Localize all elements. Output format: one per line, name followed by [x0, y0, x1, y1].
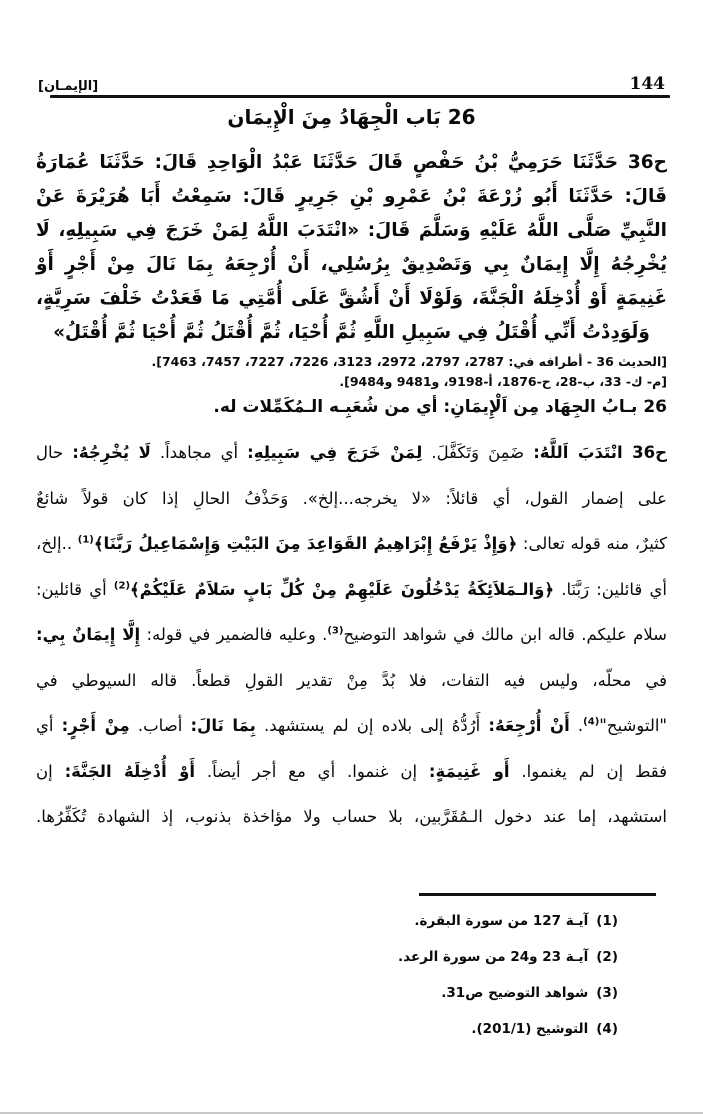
commentary-line — [36, 612, 667, 658]
footnote-ref-marker: (4) — [583, 716, 600, 728]
lemma-text: ح36 — [622, 443, 667, 462]
lemma-text: 26 بـابُ الجِهَاد مِن اَلْإِيمَانِ: — [443, 397, 667, 417]
lemma-text: ﴿وَالـمَلاَئِكَةُ يَدْخُلُونَ عَلَيْهِمْ مِنْ كُلِّ بَابٍ سَلاَمٌ عَلَيْكُمْ﴾ — [130, 579, 555, 599]
footnote-text: التوشيح (201/1). — [471, 1021, 589, 1037]
plain-text: إن غنموا. أي مع أجر أيضاً. — [195, 761, 429, 781]
hadith-ref-line: [الحديث 36 - أطرافه في: 2787، 2797، 2972، 3123، 7226، 7227، 7457، 7463]. — [151, 354, 667, 369]
commentary — [36, 430, 667, 840]
lemma-text: لَا يُخْرِجُهُ: — [72, 443, 151, 462]
hadith-line: ح36 حَدَّثَنَا حَرَمِيُّ بْنُ حَفْصٍ قَالَ حَدَّثَنَا عَبْدُ الْوَاحِدِ قَالَ: حَدَّثَنَا عُمَارَةُ — [36, 152, 667, 173]
page-number: 144 — [629, 74, 665, 94]
lemma-text: إِلَّا إِيمَانٌ بِي: — [36, 625, 141, 644]
commentary-line — [36, 521, 667, 567]
plain-text: في محلّه، وليس فيه التفات، فلا بُدَّ مِنْ تقدير القولِ قطعاً. قاله السيوطي في — [36, 670, 667, 690]
plain-text: على إضمار القول، أي قائلاً: «لا يخرجه...إلخ». وَحَذْفُ الحالِ إذا كان قولاً شائعٌ — [36, 488, 667, 508]
lemma-text: أي من شُعَبِـه الـمُكَمِّلات له. — [213, 397, 444, 417]
plain-text: ..إلخ، — [36, 534, 78, 553]
footnote-number: (1) — [596, 913, 618, 929]
hadith-line: النَّبِيِّ صَلَّى اللَّهُ عَلَيْهِ وَسَلَّمَ قَالَ: «انْتَدَبَ اللَّهُ لِمَنْ خَرَجَ فِي سَبِيلِهِ، لَا — [36, 220, 667, 241]
hadith-line: يُخْرِجُهُ إِلَّا إِيمَانٌ بِي وَتَصْدِيقٌ بِرُسُلِي، أَنْ أُرْجِعَهُ بِمَا نَالَ مِنْ أَجْرٍ أَوْ — [36, 254, 667, 275]
commentary-line — [36, 476, 667, 522]
footnote-divider — [419, 893, 656, 896]
plain-text: حال — [36, 443, 73, 462]
plain-text: "التوشيح" — [599, 716, 668, 735]
plain-text: أي قائلين: — [36, 579, 114, 599]
plain-text: أَرُدُّهُ إلى بلاده إن لم يستشهد. — [255, 716, 489, 735]
footnote-item — [36, 975, 618, 1011]
lemma-text: أَوْ أُدْخِلَهُ الجَنَّةَ: — [64, 761, 196, 781]
plain-text: ضَمِنَ وَتَكَفَّلَ. — [422, 443, 534, 462]
footnote-text: شواهد التوضيح ص31. — [441, 985, 589, 1001]
footnote-number: (2) — [596, 949, 618, 965]
footnote-text: آيـة 127 من سورة البقرة. — [414, 913, 589, 929]
footnote-ref-marker: (1) — [77, 534, 94, 546]
footnote-number: (3) — [596, 985, 618, 1001]
footnote-number: (4) — [596, 1021, 618, 1037]
plain-text: أي مجاهداً. — [150, 443, 248, 462]
lemma-text: أَنْ أُرْجِعَهُ: — [488, 716, 570, 735]
commentary-line — [36, 658, 667, 704]
lemma-text: انْتَدَبَ اَللَّهُ: — [533, 443, 623, 462]
plain-text: أصاب. — [129, 716, 191, 735]
footnote-ref-marker: (2) — [113, 580, 131, 591]
plain-text: . — [569, 716, 584, 735]
footnotes — [36, 903, 618, 1047]
commentary-line — [36, 703, 667, 749]
plain-text: سلام عليكم. قاله ابن مالك في شواهد التوضيح — [343, 625, 667, 644]
section-label: [الإيمـان] — [38, 79, 99, 94]
lemma-text: أَو غَنِيمَةٍ: — [428, 761, 510, 781]
hadith-line: قَالَ: حَدَّثَنَا أَبُو زُرْعَةَ بْنُ عَمْرِو بْنِ جَرِيرٍ قَالَ: سَمِعْتُ أَبَا هُرَيْرَةَ عَنْ — [36, 186, 667, 207]
lemma-text: مِنْ أَجْرٍ: — [61, 716, 130, 735]
plain-text: أي قائلين: رَبَّنَا. — [554, 579, 667, 599]
hadith-references — [36, 352, 667, 392]
footnote-item — [36, 939, 618, 975]
commentary-line — [36, 430, 667, 476]
hadith-ref-line: [م- ك- 33، ب-28، ح-1876، أ-9198، و9481 و9484]. — [339, 374, 667, 389]
commentary-line — [36, 794, 667, 840]
hadith-line: وَلَوَدِدْتُ أَنِّي أُقْتَلُ فِي سَبِيلِ اللَّهِ ثُمَّ أُحْيَا، ثُمَّ أُقْتَلُ ثُمَّ أُحْيَا ثُمَّ أُقْتَلُ» — [53, 322, 650, 343]
footnote-ref-marker: (3) — [327, 625, 344, 637]
hadith-line: غَنِيمَةٍ أَوْ أُدْخِلَهُ الْجَنَّةَ، وَلَوْلَا أَنْ أَشُقَّ عَلَى أُمَّتِي مَا قَعَدْتُ خَلْفَ سَرِيَّةٍ، — [36, 288, 667, 309]
plain-text: إن — [36, 761, 65, 781]
plain-text: فقط إن لم يغنموا. — [509, 761, 667, 781]
plain-text: استشهد، إما عند دخول الـمُقَرَّبين، بلا حساب ولا مؤاخذة بذنوب، إذ الشهادة تُكَفِّرُها. — [36, 807, 667, 826]
hadith-text — [36, 146, 667, 350]
page-header — [36, 66, 667, 96]
chapter-gloss — [36, 393, 667, 421]
plain-text: كثيرٌ، منه قوله تعالى: — [517, 534, 668, 553]
header-divider — [50, 95, 670, 98]
lemma-text: لِمَنْ خَرَجَ فِي سَبِيلِهِ: — [247, 443, 423, 462]
lemma-text: ﴿وَإِذْ يَرْفَعُ إِبْرَاهِيمُ القَوَاعِدَ مِنَ البَيْتِ وَإِسْمَاعِيلُ رَبَّنَا﴾ — [93, 534, 518, 553]
footnote-item — [36, 903, 618, 939]
commentary-line — [36, 567, 667, 613]
plain-text: . وعليه فالضمير في قوله: — [140, 625, 328, 644]
chapter-title: 26 بَاب الْجِهَادُ مِنَ الْإِيمَان — [227, 105, 476, 129]
footnote-item — [36, 1011, 618, 1047]
footnote-text: آيـة 23 و24 من سورة الرعد. — [398, 949, 589, 965]
lemma-text: بِمَا نَالَ: — [190, 716, 256, 735]
commentary-line — [36, 749, 667, 795]
plain-text: أي — [36, 716, 62, 735]
